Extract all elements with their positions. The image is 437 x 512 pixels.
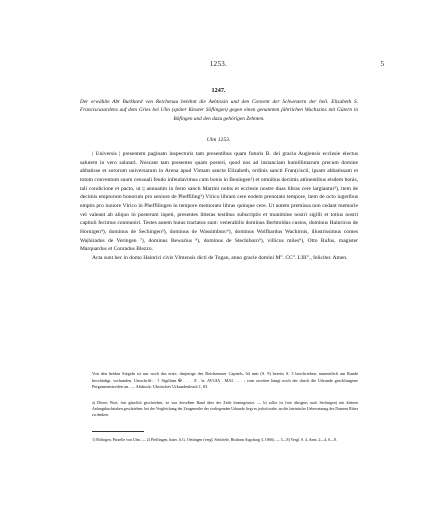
- document-body: [80, 150, 358, 263]
- apparatus-note: a) Dieses Wort, fast gänzlich geschrieben, ist von derselben Hand über der Zeile hineingesetzt. — b) sollte ist (wie übrigens auch Sechingen) mit kleinen Anfangsbuchstaben geschrieben, bei der Vergleichung der Zeugenreihe der vorliegenden Urkunde liegt es jedoch nahe, an die lateinische Uebersetzung des Namens Ritter zu denken.: [92, 401, 358, 418]
- seal-note: Von den beiden Siegeln ist nur noch das erste, dasjenige des Reichenauer Capitels, 64 mm (S. 9) bereits S. 3 beschrieben, namentlich am Rande beschädigt, vorhanden. Umschrift: . † Sigillum ✠ . . . . E . la. AVGIA . MAI. . . . ; vom zweiten hängt noch der durch die Urkunde geschlungene Pergamentstreifen an. — Abdruck: Ulmisches Urkundenbuch 1, 83.: [92, 371, 358, 390]
- footnote-divider: [92, 431, 144, 432]
- running-header-year: 1253.: [209, 60, 228, 68]
- document-number: 1247.: [211, 87, 226, 94]
- document-date-line: Ulm 1253.: [206, 137, 231, 143]
- footnote: 1) Böfingen, Parzelle von Ulm. — 2) Pfeffingen, baier. A.G. Oettingen (vergl. Steichele, Bisthum Augsburg 3, 1066). — 3—8) Vergl. S. 4, Anm. 2—4, 6—8.: [92, 438, 337, 442]
- document-summary: Der erwählte Abt Burkhard von Reichenau belehnt die Aebtissin und den Convent der Schwestern der heil. Elisabeth S. Franciscusordens auf dem Gries bei Ulm (später Kloster Söflingen) gegen einen genannten jährlichen Wachszins mit Gütern in Böfingen und den dazu gehörigen Zehnten.: [80, 99, 358, 122]
- body-paragraph: | Universis | presentem paginam inspecturis tam presentibus quam futuris B. dei gracia Augiensis ecclesie electus salutem in vero salutari. Noscant tam presentes quam posteri, quod nos ad instanciam humillimarum precum domine abbatisse et sororum universarum in Arena apud Vlmam sancte Elizabeth, ordinis sancti Fran(ciscii, ipsam abbatissam et totum conventum suum censuali feudo infeudavimus cum bonis in Beuingen¹) et omnibus decimis attinentibus eisdem bonis, tali condicione et pacto, ut || annuatim in festo sancti Martini nobis et ecclesie nostre duas libras cere largiantur²), item de decimis emptorum bonorum pro seniore de Pheffiling³) Vlrico libram cere eodem prenotato tempore, item de octo iugeribus emptis pro iuniore Vlrico in Pheffilingen in tempore memorato libras quinque cere. Ut autem premissa non cedant memorie vel valeant ab aliquo in posterum inpeti, presentes litteras testibus subscriptis et munimine nostri sigilli et totius nostri capituli fecimus conmuniri. Testes autem huius tractatus sunt: venerabilis dominus Berhtoldus custos, dominus Hainricus de Hornigen⁴), dominus de Sechingen⁵), dominus de Wassimburc⁶), dominus Wolfhardus Wachirnis, illustrissimus comes Wa|hiradus de Veringen ⁷), dominus Bewarius ⁸), dominus de Stechiborn⁹), villicus miles⁹), Otto Rufus, magister Marquardus et Conradus Blezzo.: [80, 151, 358, 253]
- body-paragraph: Acta sunt hec in domo Hainrici civis Vlmensis dicti de Togan, anno gracie domini M°. CC°. LIII°., feliciter. Amen.: [92, 254, 348, 261]
- footnotes: [92, 437, 358, 443]
- page-number: 5: [380, 60, 384, 68]
